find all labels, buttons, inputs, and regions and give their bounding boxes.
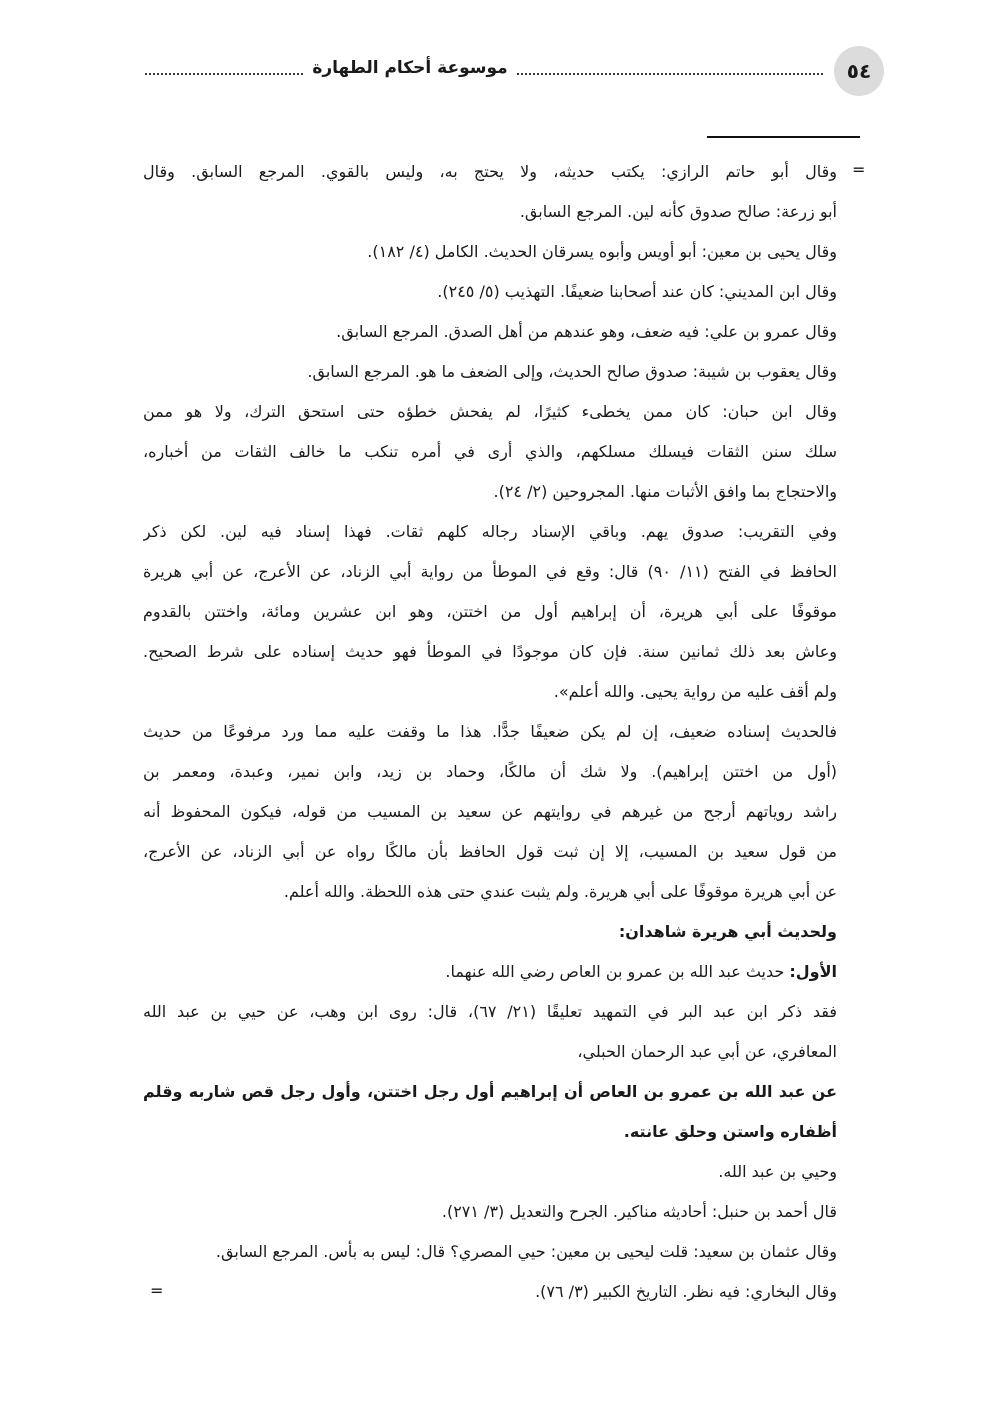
line-text: فالحديث إسناده ضعيف، إن لم يكن ضعيفًا جدًّا. هذا ما وقفت عليه مما ورد مرفوعًا من حديث bbox=[143, 722, 837, 741]
line-text: أظفاره واستن وحلق عانته. bbox=[623, 1122, 837, 1141]
text-line bbox=[143, 392, 837, 432]
text-line bbox=[143, 192, 837, 232]
line-text: والاحتجاج بما وافق الأثبات منها. المجروحين (٢/ ٢٤). bbox=[493, 482, 837, 501]
line-text: (أول من اختتن إبراهيم). ولا شك أن مالكًا، وحماد بن زيد، وابن نمير، وعبدة، ومعمر بن bbox=[143, 762, 837, 781]
line-text: أبو زرعة: صالح صدوق كأنه لين. المرجع السابق. bbox=[519, 202, 837, 221]
text-line bbox=[143, 152, 837, 192]
text-line bbox=[143, 672, 837, 712]
line-text: المعافري، عن أبي عبد الرحمان الحبلي، bbox=[577, 1042, 837, 1061]
text-line bbox=[143, 832, 837, 872]
text-line bbox=[143, 992, 837, 1032]
line-text: عن أبي هريرة موقوفًا على أبي هريرة. ولم يثبت عندي حتى هذه اللحظة. والله أعلم. bbox=[283, 882, 837, 901]
text-line bbox=[143, 512, 837, 552]
bold-label: الأول: bbox=[789, 962, 837, 981]
text-line bbox=[143, 632, 837, 672]
text-line bbox=[143, 272, 837, 312]
text-line bbox=[143, 1072, 837, 1112]
text-line bbox=[143, 432, 837, 472]
text-line bbox=[143, 592, 837, 632]
text-line bbox=[143, 712, 837, 752]
line-text: الحافظ في الفتح (١١/ ٩٠) قال: وقع في الموطأ من رواية أبي الزناد، عن الأعرج، عن أبي هريرة bbox=[143, 562, 837, 581]
line-text: وفي التقريب: صدوق يهم. وباقي الإسناد رجاله كلهم ثقات. فهذا إسناد فيه لين. لكن ذكر bbox=[143, 522, 837, 541]
text-line bbox=[143, 1032, 837, 1072]
line-text: وقال يحيى بن معين: أبو أويس وأبوه يسرقان الحديث. الكامل (٤/ ١٨٢). bbox=[367, 242, 837, 261]
text-line bbox=[143, 472, 837, 512]
text-line bbox=[143, 552, 837, 592]
line-text: وقال أبو حاتم الرازي: يكتب حديثه، ولا يحتج به، وليس بالقوي. المرجع السابق. وقال bbox=[143, 162, 837, 181]
text-line bbox=[143, 952, 837, 992]
text-line bbox=[143, 232, 837, 272]
text-line bbox=[143, 1112, 837, 1152]
line-text: من قول سعيد بن المسيب، إلا إن ثبت قول الحافظ بأن مالكًا رواه عن أبي الزناد، عن الأعرج، bbox=[143, 842, 837, 861]
text-line bbox=[143, 1232, 837, 1272]
footnote-rule bbox=[707, 136, 860, 138]
line-text: وقال البخاري: فيه نظر. التاريخ الكبير (٣/ ٧٦). bbox=[535, 1282, 837, 1301]
line-text: وقال عمرو بن علي: فيه ضعف، وهو عندهم من أهل الصدق. المرجع السابق. bbox=[336, 322, 837, 341]
page-number: ٥٤ bbox=[834, 46, 884, 96]
book-title: موسوعة أحكام الطهارة bbox=[0, 58, 820, 78]
text-line bbox=[143, 912, 837, 952]
continuation-mark-top: = bbox=[852, 160, 866, 179]
text-line bbox=[143, 792, 837, 832]
text-line bbox=[143, 1152, 837, 1192]
line-text: قال أحمد بن حنبل: أحاديثه مناكير. الجرح والتعديل (٣/ ٢٧١). bbox=[441, 1202, 837, 1221]
text-line bbox=[143, 312, 837, 352]
line-text: فقد ذكر ابن عبد البر في التمهيد تعليقًا (٢١/ ٦٧)، قال: روى ابن وهب، عن حيي بن عبد الله bbox=[143, 1002, 837, 1021]
text-line bbox=[143, 352, 837, 392]
line-text: ولم أقف عليه من رواية يحيى. والله أعلم». bbox=[553, 682, 837, 701]
line-text: عن عبد الله بن عمرو بن العاص أن إبراهيم أول رجل اختتن، وأول رجل قص شاربه وقلم bbox=[143, 1082, 837, 1101]
continuation-mark-bottom: = bbox=[150, 1281, 164, 1300]
line-text: وقال يعقوب بن شيبة: صدوق صالح الحديث، وإلى الضعف ما هو. المرجع السابق. bbox=[307, 362, 837, 381]
line-text: وعاش بعد ذلك ثمانين سنة. فإن كان موجودًا في الموطأ فهو حديث إسناده على شرط الصحيح. bbox=[143, 642, 837, 661]
text-line bbox=[143, 872, 837, 912]
text-line bbox=[143, 1272, 837, 1312]
line-text: موقوفًا على أبي هريرة، أن إبراهيم أول من اختتن، وهو ابن عشرين ومائة، واختتن بالقدوم bbox=[143, 602, 837, 621]
text-line bbox=[143, 752, 837, 792]
footnote-body bbox=[143, 152, 837, 1312]
line-text: وقال ابن حبان: كان ممن يخطىء كثيرًا، لم يفحش خطؤه حتى استحق الترك، ولا هو ممن bbox=[143, 402, 837, 421]
line-text: سلك سنن الثقات فيسلك مسلكهم، والذي أرى في أمره تنكب ما خالف الثقات من أخباره، bbox=[143, 442, 837, 461]
line-text: راشد روياتهم أرجح من غيرهم في روايتهم عن سعيد بن المسيب من قوله، فيكون المحفوظ أنه bbox=[143, 802, 837, 821]
line-text: وقال عثمان بن سعيد: قلت ليحيى بن معين: حيي المصري؟ قال: ليس به بأس. المرجع السابق. bbox=[215, 1242, 837, 1261]
text-line bbox=[143, 1192, 837, 1232]
line-text: وقال ابن المديني: كان عند أصحابنا ضعيفًا. التهذيب (٥/ ٢٤٥). bbox=[437, 282, 837, 301]
line-text: وحيي بن عبد الله. bbox=[718, 1162, 837, 1181]
line-text: ولحديث أبي هريرة شاهدان: bbox=[618, 922, 837, 941]
line-text: حديث عبد الله بن عمرو بن العاص رضي الله عنهما. bbox=[445, 962, 790, 981]
